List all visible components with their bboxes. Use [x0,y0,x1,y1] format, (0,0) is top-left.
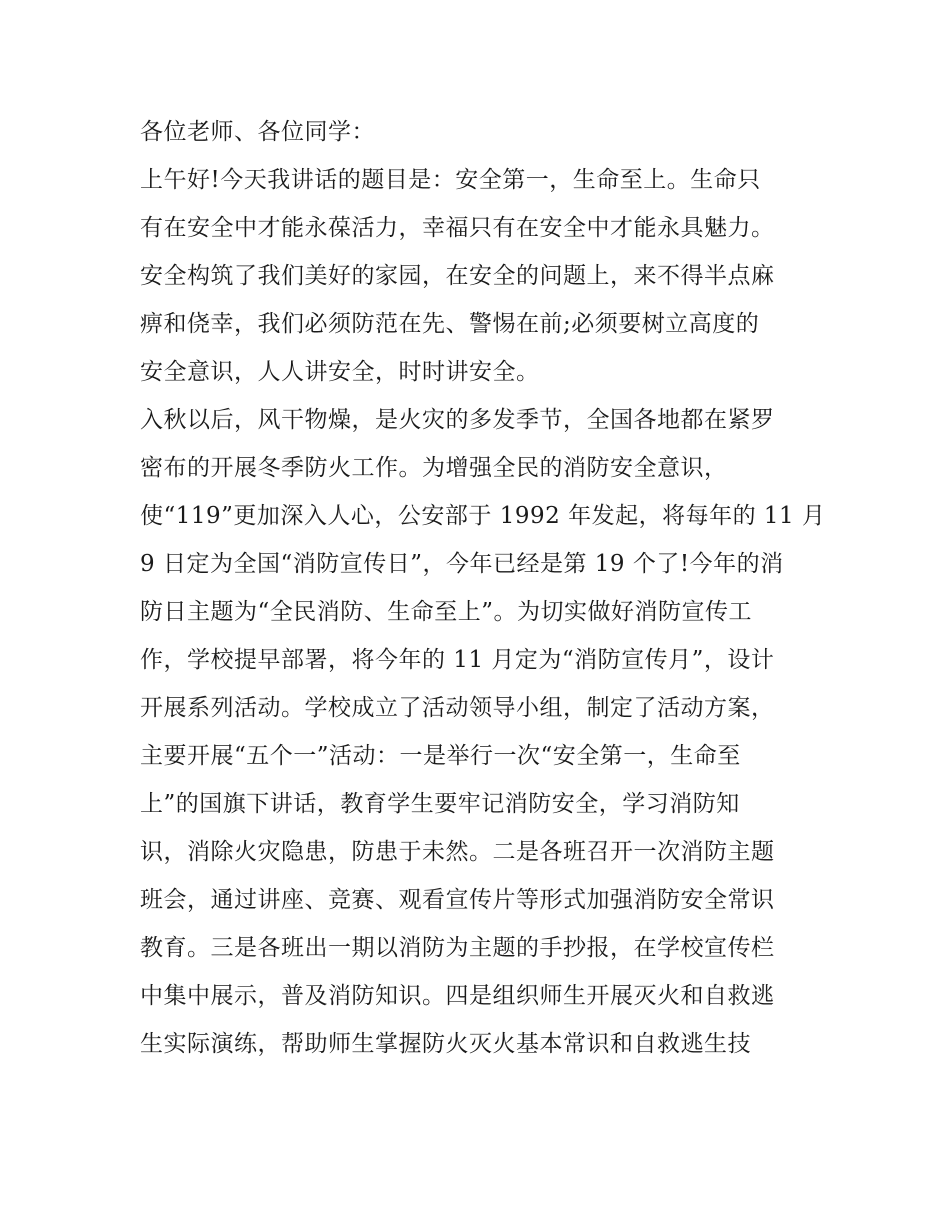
text-line: 上午好!今天我讲话的题目是：安全第一，生命至上。生命只 [140,167,761,193]
text-line: 开展系列活动。学校成立了活动领导小组，制定了活动方案， [140,695,775,721]
text-line: 防日主题为“全民消防、生命至上”。为切实做好消防宣传工 [140,599,753,625]
text-line: 班会，通过讲座、竞赛、观看宣传片等形式加强消防安全常识 [140,887,775,913]
speech-text [140,108,830,1068]
text-line: 密布的开展冬季防火工作。为增强全民的消防安全意识， [140,455,728,481]
text-line: 作，学校提早部署，将今年的 11 月定为“消防宣传月”，设计 [140,647,775,673]
text-line: 9 日定为全国“消防宣传日”，今年已经是第 19 个了!今年的消 [140,551,784,577]
text-line: 入秋以后，风干物燥，是火灾的多发季节，全国各地都在紧罗 [140,407,775,433]
text-line: 上”的国旗下讲话，教育学生要牢记消防安全，学习消防知 [140,791,740,817]
text-line: 安全构筑了我们美好的家园，在安全的问题上，来不得半点麻 [140,263,775,289]
text-line: 中集中展示，普及消防知识。四是组织师生开展灭火和自救逃 [140,983,775,1009]
text-line: 主要开展“五个一”活动：一是举行一次“安全第一，生命至 [140,743,741,769]
text-line: 痹和侥幸，我们必须防范在先、警惕在前;必须要树立高度的 [140,311,760,337]
text-line: 安全意识，人人讲安全，时时讲安全。 [140,359,540,385]
text-line: 使“119”更加深入人心，公安部于 1992 年发起，将每年的 11 月 [140,503,826,529]
text-line: 生实际演练，帮助师生掌握防火灭火基本常识和自救逃生技 [140,1031,751,1057]
text-line: 教育。三是各班出一期以消防为主题的手抄报，在学校宣传栏 [140,935,775,961]
text-line: 有在安全中才能永葆活力，幸福只有在安全中才能永具魅力。 [140,215,775,241]
text-line: 识，消除火灾隐患，防患于未然。二是各班召开一次消防主题 [140,839,775,865]
text-line: 各位老师、各位同学： [140,119,375,145]
